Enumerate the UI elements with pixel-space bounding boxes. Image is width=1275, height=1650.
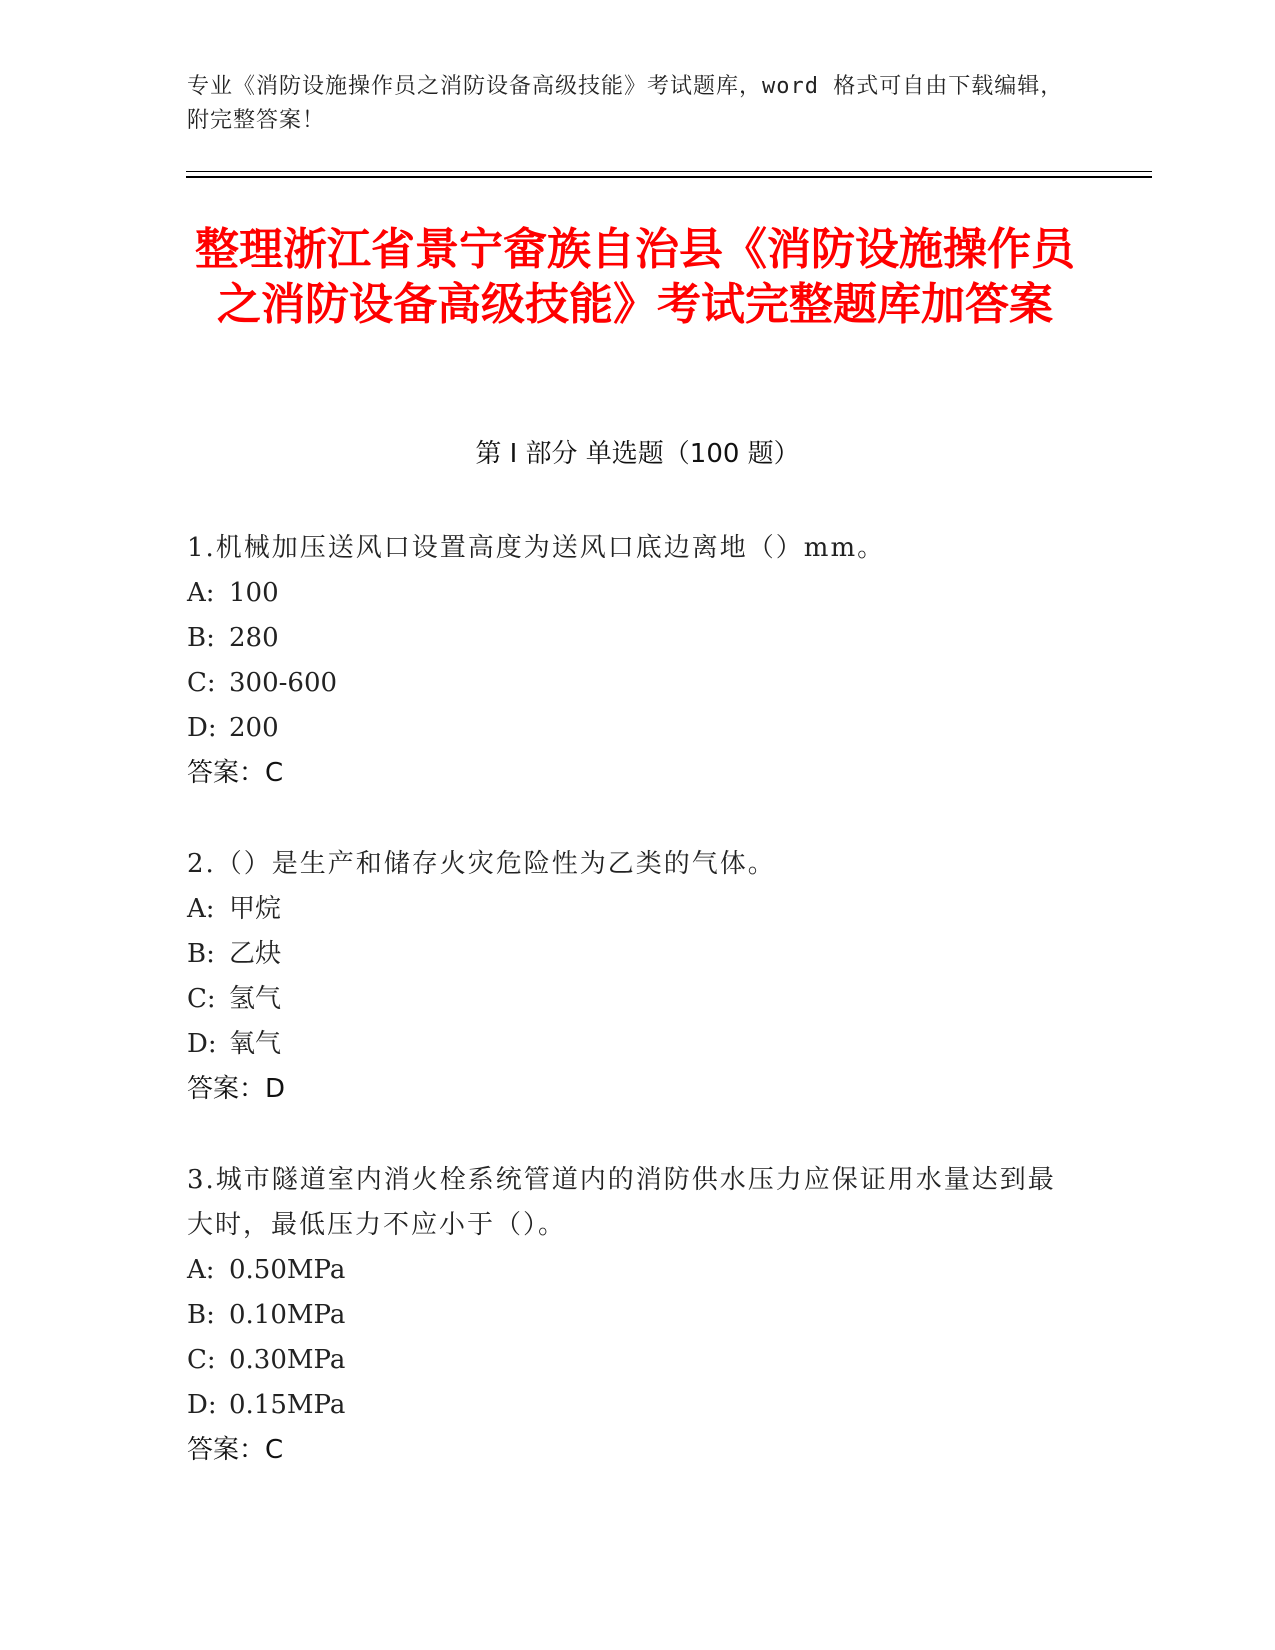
option-label: C: — [187, 984, 216, 1014]
option-c — [187, 977, 1067, 1022]
question-text: 2.（）是生产和储存火灾危险性为乙类的气体。 — [187, 849, 776, 879]
option-label: B: — [187, 1300, 215, 1330]
option-value: 0.15MPa — [229, 1390, 346, 1420]
option-value: 0.50MPa — [229, 1255, 346, 1285]
option-label: C: — [187, 668, 216, 698]
question-2 — [187, 842, 1067, 1112]
header-note: 专业《消防设施操作员之消防设备高级技能》考试题库，word 格式可自由下载编辑，附完整答案！ — [187, 74, 1064, 133]
option-value: 甲烷 — [229, 894, 282, 924]
option-a — [187, 887, 1067, 932]
option-a — [187, 571, 1067, 616]
option-b — [187, 932, 1067, 977]
option-b — [187, 616, 1067, 661]
option-d — [187, 1383, 1067, 1428]
option-c — [187, 661, 1067, 706]
option-c — [187, 1338, 1067, 1383]
answer-line: 答案：C — [187, 1435, 284, 1465]
option-value: 0.10MPa — [229, 1300, 346, 1330]
option-value: 氧气 — [229, 1029, 282, 1059]
option-d — [187, 1022, 1067, 1067]
answer-line: 答案：D — [187, 1074, 286, 1104]
question-text: 1.机械加压送风口设置高度为送风口底边离地（）mm。 — [187, 533, 886, 563]
option-d — [187, 706, 1067, 751]
option-label: A: — [187, 1255, 215, 1285]
option-value: 0.30MPa — [229, 1345, 346, 1375]
option-label: D: — [187, 1029, 217, 1059]
section-heading: 第 I 部分 单选题（100 题） — [475, 439, 800, 469]
option-label: A: — [187, 578, 215, 608]
option-label: B: — [187, 623, 215, 653]
option-value: 280 — [229, 623, 279, 653]
header-divider-thick — [186, 176, 1152, 178]
option-value: 氢气 — [229, 984, 282, 1014]
option-value: 200 — [229, 713, 279, 743]
document-title: 整理浙江省景宁畲族自治县《消防设施操作员之消防设备高级技能》考试完整题库加答案 — [195, 224, 1075, 330]
option-label: C: — [187, 1345, 216, 1375]
option-label: B: — [187, 939, 215, 969]
question-1 — [187, 526, 1067, 796]
question-3 — [187, 1158, 1067, 1473]
answer-line: 答案：C — [187, 758, 284, 788]
option-label: A: — [187, 894, 215, 924]
option-label: D: — [187, 713, 217, 743]
option-b — [187, 1293, 1067, 1338]
option-label: D: — [187, 1390, 217, 1420]
option-value: 100 — [229, 578, 279, 608]
option-value: 乙炔 — [229, 939, 282, 969]
option-value: 300-600 — [229, 668, 338, 698]
question-text: 3.城市隧道室内消火栓系统管道内的消防供水压力应保证用水量达到最大时，最低压力不应小于（）。 — [187, 1165, 1056, 1240]
option-a — [187, 1248, 1067, 1293]
header-divider-thin — [186, 171, 1152, 172]
